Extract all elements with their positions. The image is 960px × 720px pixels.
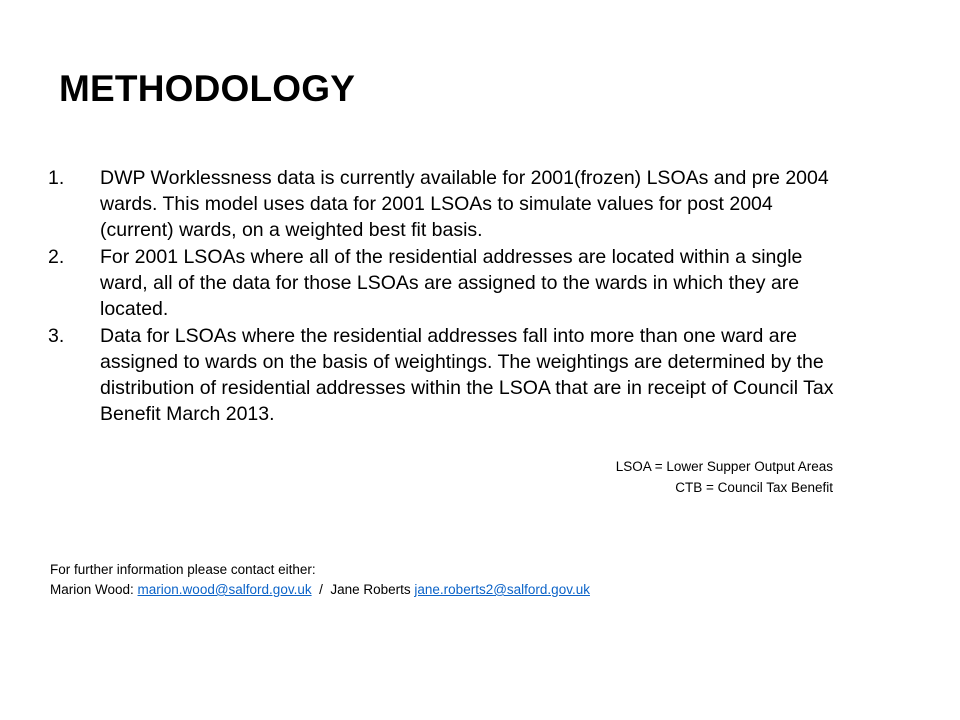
contact-intro: For further information please contact either: (50, 562, 316, 577)
email-link-marion[interactable]: marion.wood@salford.gov.uk (137, 582, 312, 597)
contact-info (50, 560, 590, 600)
contact-line (50, 580, 590, 600)
list-item-text: For 2001 LSOAs where all of the residential addresses are located within a single ward, all of the data for those LSOAs are assigned to the wards in which they are located. (100, 246, 803, 320)
list-item-number: 3. (48, 325, 65, 347)
list-item-text: DWP Worklessness data is currently available for 2001(frozen) LSOAs and pre 2004 wards. This model uses data for 2001 LSOAs to simulate values for post 2004 (current) wards, on a weighted best fit basis. (100, 167, 829, 241)
abbreviations-note (616, 456, 833, 498)
abbreviation-lsoa: LSOA = Lower Supper Output Areas (615, 459, 833, 474)
list-item (48, 165, 838, 243)
page-title: METHODOLOGY (59, 68, 356, 109)
list-item (48, 323, 838, 427)
abbreviation-ctb: CTB = Council Tax Benefit (675, 480, 833, 495)
list-item-number: 2. (48, 246, 65, 268)
list-item (48, 244, 838, 322)
email-link-jane[interactable]: jane.roberts2@salford.gov.uk (414, 582, 590, 597)
contact-separator: / Jane Roberts (311, 582, 415, 597)
contact-person1-label: Marion Wood: (50, 582, 138, 597)
methodology-list (48, 165, 838, 428)
list-item-number: 1. (48, 167, 65, 189)
list-item-text: Data for LSOAs where the residential addresses fall into more than one ward are assigned to wards on the basis of weightings. The weightings are determined by the distribution of residential addresses within the LSOA that are in receipt of Council Tax Benefit March 2013. (100, 325, 834, 425)
